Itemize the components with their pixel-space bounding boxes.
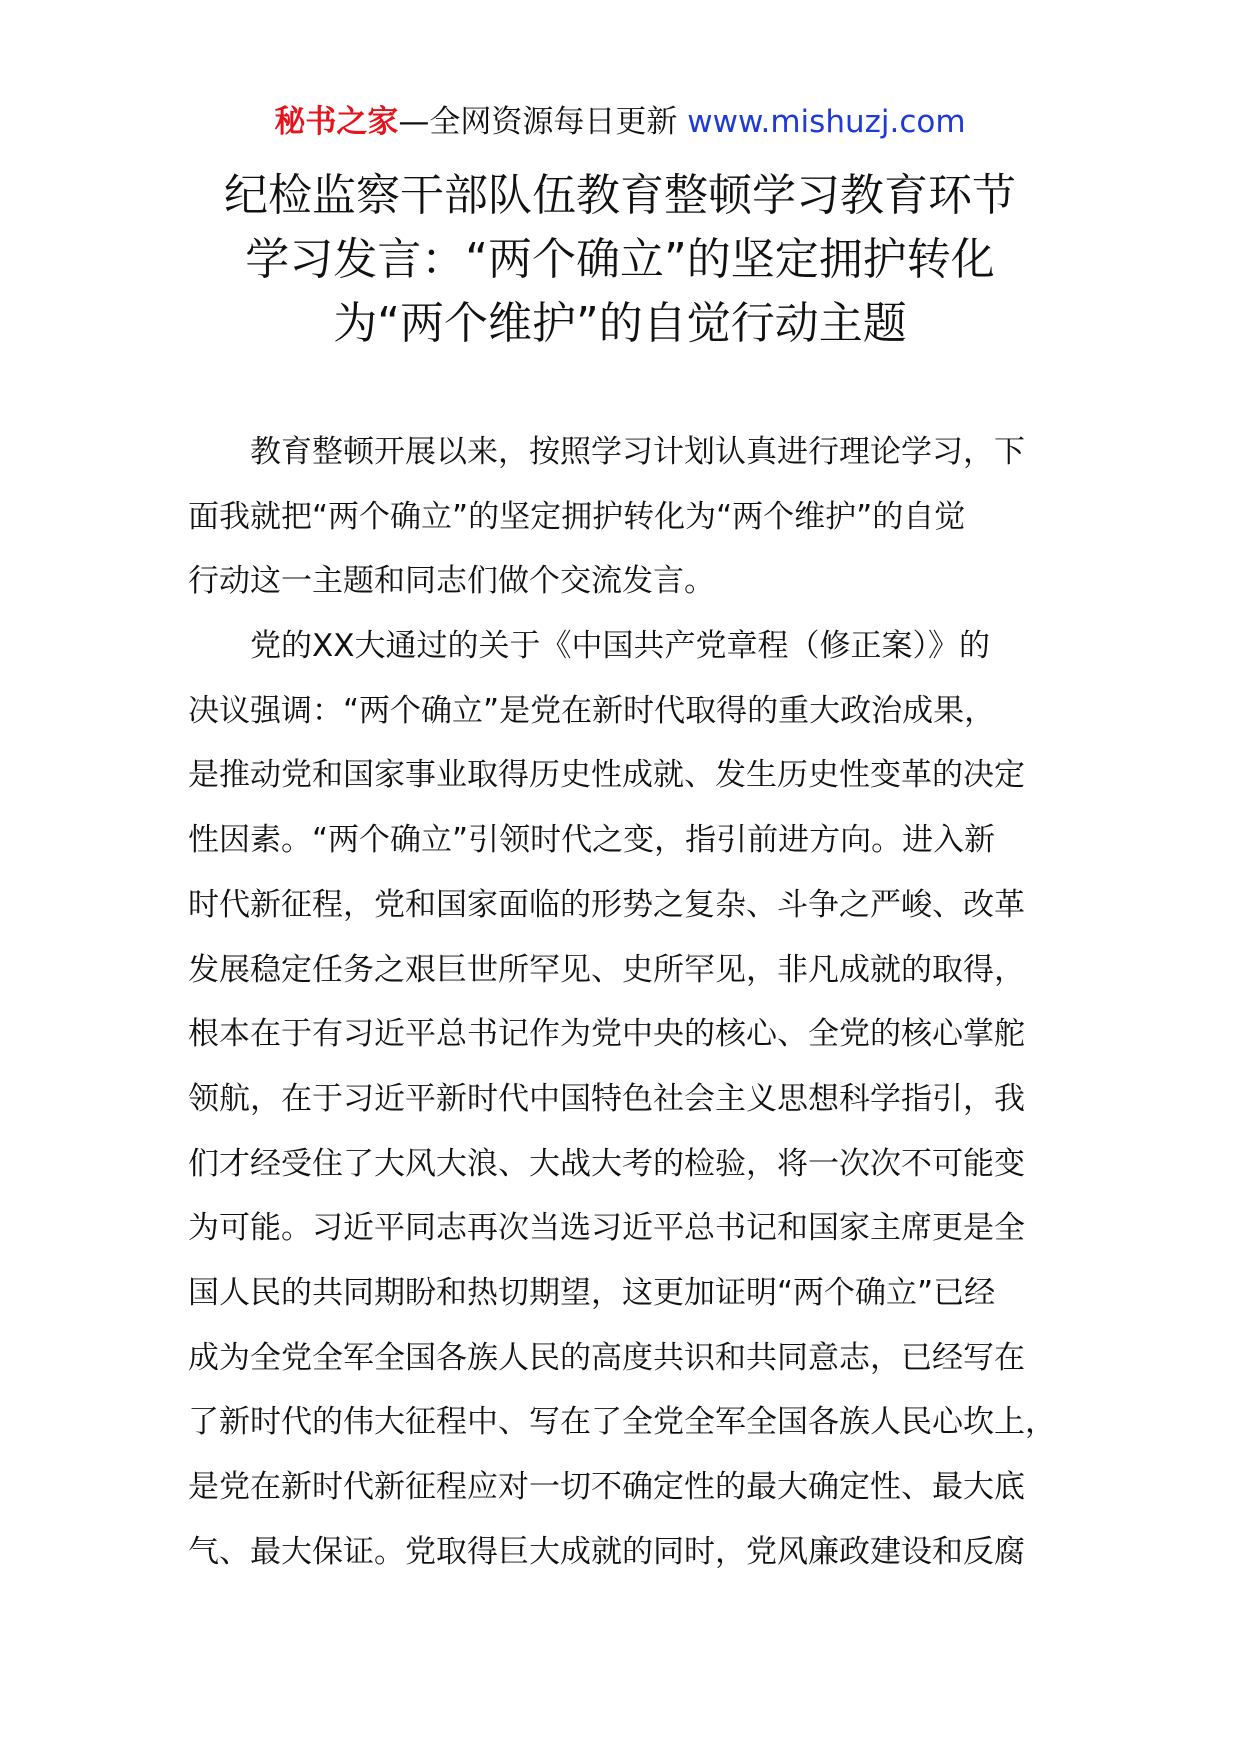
body-line: 国人民的共同期盼和热切期望，这更加证明“两个确立”已经 [188, 1274, 996, 1311]
body-line: 成为全党全军全国各族人民的高度共识和共同意志，已经写在 [188, 1339, 1025, 1376]
body-line: 为可能。习近平同志再次当选习近平总书记和国家主席更是全 [188, 1210, 1025, 1247]
body-line: 发展稳定任务之艰巨世所罕见、史所罕见，非凡成就的取得， [188, 951, 1025, 988]
body-line: 性因素。“两个确立”引领时代之变，指引前进方向。进入新 [188, 822, 996, 859]
header-tagline: —全网资源每日更新 [398, 104, 678, 140]
title-line: 为“两个维护”的自觉行动主题 [333, 298, 907, 349]
body-line: 领航，在于习近平新时代中国特色社会主义思想科学指引，我 [188, 1080, 1025, 1117]
body-line: 是党在新时代新征程应对一切不确定性的最大确定性、最大底 [188, 1469, 1025, 1505]
body-line: 是推动党和国家事业取得历史性成就、发生历史性变革的决定 [188, 757, 1025, 794]
brand-name: 秘书之家 [274, 104, 399, 140]
body-line: 气、最大保证。党取得巨大成就的同时，党风廉政建设和反腐 [188, 1533, 1025, 1570]
body-line: 根本在于有习近平总书记作为党中央的核心、全党的核心掌舵 [188, 1016, 1025, 1053]
document-title [170, 164, 1070, 356]
body-line: 教育整顿开展以来，按照学习计划认真进行理论学习，下 [188, 434, 1025, 470]
body-line: 行动这一主题和同志们做个交流发言。 [188, 563, 715, 600]
body-line: 了新时代的伟大征程中、写在了全党全军全国各族人民心坎上， [188, 1404, 1056, 1441]
title-line: 学习发言：“两个确立”的坚定拥护转化 [245, 234, 995, 285]
body-line: 党的XX大通过的关于《中国共产党章程（修正案）》的 [188, 628, 990, 665]
document-body [188, 420, 1088, 1584]
title-line: 纪检监察干部队伍教育整顿学习教育环节 [224, 170, 1016, 221]
header-url-link[interactable]: www.mishuzj.com [687, 104, 966, 140]
body-line: 们才经受住了大风大浪、大战大考的检验，将一次次不可能变 [188, 1145, 1025, 1182]
body-line: 决议强调：“两个确立”是党在新时代取得的重大政治成果， [188, 692, 996, 729]
site-header [0, 100, 1240, 144]
body-line: 时代新征程，党和国家面临的形势之复杂、斗争之严峻、改革 [188, 886, 1025, 923]
body-line: 面我就把“两个确立”的坚定拥护转化为“两个维护”的自觉 [188, 498, 966, 535]
